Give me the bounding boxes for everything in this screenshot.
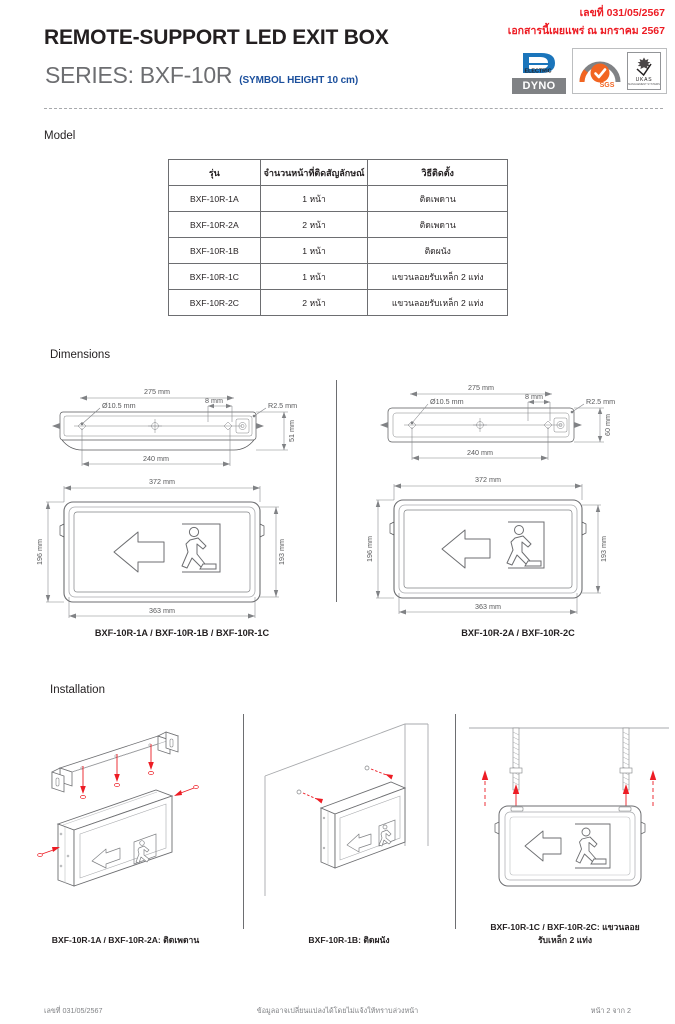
cell-faces: 1 หน้า — [260, 264, 368, 290]
dimension-panel-double-face — [358, 372, 675, 644]
table-row — [169, 212, 508, 238]
dim-front-width-outer: 372 mm — [149, 477, 175, 486]
installation-panel-suspended — [455, 706, 675, 966]
dim-front-width-inner: 363 mm — [149, 606, 175, 615]
installation-caption-ceiling: BXF-10R-1A / BXF-10R-2A: ติดเพดาน — [51, 935, 200, 946]
dim-hole-diameter-2: Ø10.5 mm — [430, 397, 464, 406]
dim-depth: 51 mm — [287, 420, 296, 442]
dim-width-outer-top: 275 mm — [144, 387, 170, 396]
dim-width-outer-top-2: 275 mm — [468, 383, 494, 392]
certification-logos — [512, 48, 667, 94]
cell-faces: 2 หน้า — [260, 212, 368, 238]
dyno-mark-icon — [512, 48, 566, 78]
dimensions-area — [0, 372, 675, 644]
footer-page-number: หน้า 2 จาก 2 — [590, 1006, 631, 1015]
header-divider — [44, 108, 663, 109]
model-table — [168, 159, 508, 316]
dimension-caption-double: BXF-10R-2A / BXF-10R-2C — [461, 628, 575, 638]
dimension-drawing-single — [22, 372, 342, 615]
installation-area — [0, 706, 675, 966]
dim-front-height-outer: 196 mm — [35, 539, 44, 565]
suspension-arrows — [482, 770, 656, 806]
dim-front-height-outer-2: 196 mm — [365, 536, 374, 562]
dim-corner-radius-2: R2.5 mm — [586, 397, 616, 406]
series-label: SERIES: BXF-10R — [45, 62, 233, 88]
installation-drawing-wall — [243, 706, 455, 911]
sgs-label: SGS — [599, 82, 615, 89]
series-row — [45, 62, 358, 89]
top-view-single — [52, 387, 297, 467]
dimension-panel-single-face — [22, 372, 342, 644]
series-note: (SYMBOL HEIGHT 10 cm) — [239, 75, 359, 86]
page-header — [0, 0, 675, 112]
cell-model: BXF-10R-2C — [169, 290, 261, 316]
dim-edge-gap-2: 8 mm — [525, 392, 543, 401]
top-view-double — [380, 383, 615, 461]
cell-faces: 2 หน้า — [260, 290, 368, 316]
table-row — [169, 290, 508, 316]
exit-box-icon-suspended — [495, 806, 645, 886]
footer-doc-number: เลขที่ 031/05/2567 — [44, 1006, 103, 1015]
dim-front-height-inner: 193 mm — [277, 539, 286, 565]
section-title-model: Model — [44, 130, 76, 142]
exit-box-icon-wall — [321, 782, 405, 868]
dimension-drawing-double — [358, 372, 658, 612]
wall-hole-icon — [365, 766, 369, 770]
table-header-mounting: วิธีติดตั้ง — [368, 160, 508, 186]
cell-mounting: แขวนลอยรับเหล็ก 2 แท่ง — [368, 290, 508, 316]
dim-width-inner-top: 240 mm — [143, 454, 169, 463]
table-row — [169, 264, 508, 290]
cell-mounting: ติดเพดาน — [368, 186, 508, 212]
dyno-electric-word: ELECTRIC — [524, 68, 552, 75]
installation-panel-ceiling — [8, 706, 243, 966]
section-title-installation: Installation — [50, 684, 105, 696]
installation-drawing-suspended — [455, 706, 675, 911]
ukas-sublabel: MANAGEMENT SYSTEMS — [628, 82, 660, 86]
cell-mounting: ติดเพดาน — [368, 212, 508, 238]
dim-edge-gap: 8 mm — [205, 396, 223, 405]
table-row — [169, 186, 508, 212]
dim-front-height-inner-2: 193 mm — [599, 536, 608, 562]
installation-caption-wall: BXF-10R-1B: ติดผนัง — [308, 935, 390, 946]
page-title: REMOTE-SUPPORT LED EXIT BOX — [44, 26, 389, 49]
table-header-row — [169, 160, 508, 186]
dyno-name-label: DYNO — [512, 78, 566, 94]
dim-depth-2: 60 mm — [603, 414, 612, 436]
front-view-double — [365, 475, 608, 615]
ukas-label: UKAS — [635, 76, 653, 83]
ceiling-bracket-icon — [52, 732, 178, 792]
dim-width-inner-top-2: 240 mm — [467, 448, 493, 457]
front-view-single — [35, 477, 286, 619]
dim-corner-radius: R2.5 mm — [268, 401, 298, 410]
threaded-rod-icon — [510, 728, 522, 790]
threaded-rod-icon — [620, 728, 632, 790]
exit-box-icon — [58, 790, 172, 886]
document-date: เอกสารนี้เผยแพร่ ณ มกราคม 2567 — [507, 25, 665, 37]
cell-mounting: แขวนลอยรับเหล็ก 2 แท่ง — [368, 264, 508, 290]
section-title-dimensions: Dimensions — [50, 349, 111, 361]
cell-model: BXF-10R-1A — [169, 186, 261, 212]
dim-front-width-outer-2: 372 mm — [475, 475, 501, 484]
installation-panel-wall — [243, 706, 455, 966]
dim-front-width-inner-2: 363 mm — [475, 602, 501, 611]
table-header-faces: จำนวนหน้าที่ติดสัญลักษณ์ — [260, 160, 368, 186]
dim-hole-diameter: Ø10.5 mm — [102, 401, 136, 410]
cell-faces: 1 หน้า — [260, 186, 368, 212]
cell-model: BXF-10R-1C — [169, 264, 261, 290]
cell-model: BXF-10R-2A — [169, 212, 261, 238]
cell-model: BXF-10R-1B — [169, 238, 261, 264]
sgs-ukas-logo-box — [572, 48, 667, 94]
dimension-caption-single: BXF-10R-1A / BXF-10R-1B / BXF-10R-1C — [94, 628, 270, 638]
table-header-model: รุ่น — [169, 160, 261, 186]
wall-hole-icon — [297, 790, 301, 794]
document-number: เลขที่ 031/05/2567 — [579, 7, 665, 19]
ukas-logo-icon — [627, 52, 661, 90]
footer-disclaimer: ข้อมูลอาจเปลี่ยนแปลงได้โดยไม่แจ้งให้ทราบล่วงหน้า — [256, 1006, 419, 1015]
installation-caption-suspended: BXF-10R-1C / BXF-10R-2C: แขวนลอย รับเหล็ก 2 แท่ง — [490, 921, 640, 946]
installation-drawing-ceiling — [8, 706, 243, 911]
cell-faces: 1 หน้า — [260, 238, 368, 264]
dyno-electric-logo — [512, 48, 566, 94]
sgs-logo-icon — [578, 52, 622, 90]
cell-mounting: ติดผนัง — [368, 238, 508, 264]
table-row — [169, 238, 508, 264]
